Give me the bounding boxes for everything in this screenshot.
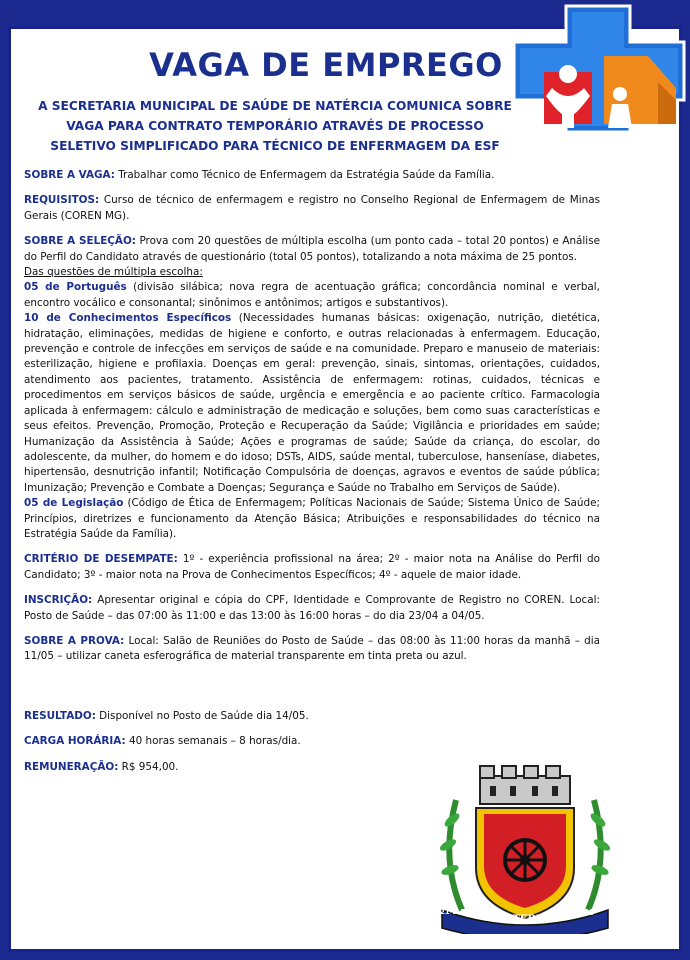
item-label: 05 de Português (24, 281, 127, 294)
flyer-subtitle (20, 96, 530, 156)
section-label: INSCRIÇÃO: (24, 594, 93, 607)
section-text: Disponível no Posto de Saúde dia 14/05. (95, 709, 309, 722)
item-text: (divisão silábica; nova regra de acentuação gráfica; concordância nominal e verbal, encontro vocálico e consonantal; sinônimos e antônimos; artigos e substantivos). (24, 281, 600, 309)
item-text: (Código de Ética de Enfermagem; Políticas Nacionais de Saúde; Sistema Único de Saúde; Princípios, diretrizes e funcionamento da Atenção Básica; Atribuições e responsabilidades do técnico na Estratégia Saúde da Família). (24, 497, 600, 540)
arms-date-right: 1740 (572, 908, 595, 917)
section-label: SOBRE A SELEÇÃO: (24, 235, 136, 248)
section-carga (24, 734, 600, 749)
subtitle-line: A SECRETARIA MUNICIPAL DE SAÚDE DE NATÉRCIA COMUNICA SOBRE (38, 99, 512, 113)
section-text: R$ 954,00. (118, 760, 179, 773)
section-label: CARGA HORÁRIA: (24, 735, 126, 748)
arms-date-left: 21-3-1953 (440, 908, 480, 916)
flyer-content (24, 168, 600, 785)
section-label: SOBRE A VAGA: (24, 169, 115, 181)
section-desempate (24, 552, 600, 583)
section-requisitos (24, 193, 600, 224)
section-text: Curso de técnico de enfermagem e registro no Conselho Regional de Enfermagem de Minas Gerais (COREN MG). (24, 194, 600, 222)
section-inscricao (24, 593, 600, 624)
section-prova (24, 634, 600, 665)
section-label: REMUNERAÇÃO: (24, 760, 119, 773)
item-text: (Necessidades humanas básicas: oxigenação, nutrição, dietética, hidratação, eliminações, medidas de higiene e conforto, e outras relacionadas à enfermagem. Educação, prevenção e controle de infecções em serviços de saúde e na comunidade. Preparo e manuseio de materiais: esterilização, higiene e profilaxia. Doenças em geral: prevenção, sinais, sintomas, orientações, cuidados, atendimento aos pacientes, tratamento. Assistência de enfermagem: rotinas, cuidados, técnicas e procedimentos em serviços básicos de saúde, urgência e emergência e ao paciente crítico. Farmacologia aplicada à enfermagem: cálculo e administração de medicação e soluções, bem como suas características e seus efeitos. Prevenção, Promoção, Proteção e Recuperação da Saúde; Vigilância e prioridades em saúde; Humanização da Assistência à Saúde; Ações e programas de saúde; Saúde da criança, do escolar, do adolescente, da mulher, do homem e do idoso; DSTs, AIDS, saúde mental, tuberculose, hanseníase, diabetes, hipertensão, desnutrição infantil; Notificação Compulsória de doenças, agravos e eventos de saúde pública; Imunização; Prevenção e Combate a Doenças; Segurança e Saúde no Trabalho em Serviços de Saúde). (24, 312, 601, 494)
section-label: REQUISITOS: (24, 194, 100, 207)
section-text: 1º - experiência profissional na área; 2º - maior nota na Análise do Perfil do Candidato; 3º - maior nota na Prova de Conhecimentos Específicos; 4º - aquele de maior idade. (24, 553, 601, 581)
flyer-title: VAGA DE EMPREGO (149, 46, 503, 84)
section-label: SOBRE A PROVA: (24, 634, 125, 647)
section-label: CRITÉRIO DE DESEMPATE: (24, 553, 178, 566)
section-text: 40 horas semanais – 8 horas/dia. (125, 735, 301, 748)
selecao-subheading: Das questões de múltipla escolha: (24, 266, 203, 279)
health-cross-logo-icon (508, 4, 686, 132)
arms-ribbon-text: CATERINA (496, 914, 558, 925)
section-text: Prova com 20 questões de múltipla escolha (um ponto cada – total 20 pontos) e Análise do Perfil do Candidato através de questionário (total 05 pontos), totalizando a nota máxima de 25 pontos. (24, 235, 600, 263)
section-text: Local: Salão de Reuniões do Posto de Saúde – das 08:00 às 11:00 horas da manhã – dia 11/05 – utilizar caneta esferográfica de material transparente em tinta preta ou azul. (24, 634, 600, 663)
section-label: RESULTADO: (24, 709, 96, 722)
selecao-item (24, 280, 600, 311)
section-resultado (24, 709, 600, 724)
subtitle-line: VAGA PARA CONTRATO TEMPORÁRIO ATRAVÉS DE PROCESSO (66, 119, 484, 133)
subtitle-line: SELETIVO SIMPLIFICADO PARA TÉCNICO DE ENFERMAGEM DA ESF (50, 139, 500, 153)
selecao-item (24, 311, 600, 496)
selecao-item (24, 496, 600, 542)
section-vaga (24, 168, 600, 183)
section-selecao (24, 234, 600, 265)
item-label: 05 de Legislação (24, 497, 124, 510)
section-text: Apresentar original e cópia do CPF, Identidade e Comprovante de Registro no COREN. Local: Posto de Saúde – das 07:00 às 11:00 e das 13:00 às 16:00 horas – do dia 23/04 a 04/05. (24, 594, 600, 622)
section-text: Trabalhar como Técnico de Enfermagem da Estratégia Saúde da Família. (114, 169, 495, 181)
item-label: 10 de Conhecimentos Específicos (24, 312, 232, 325)
